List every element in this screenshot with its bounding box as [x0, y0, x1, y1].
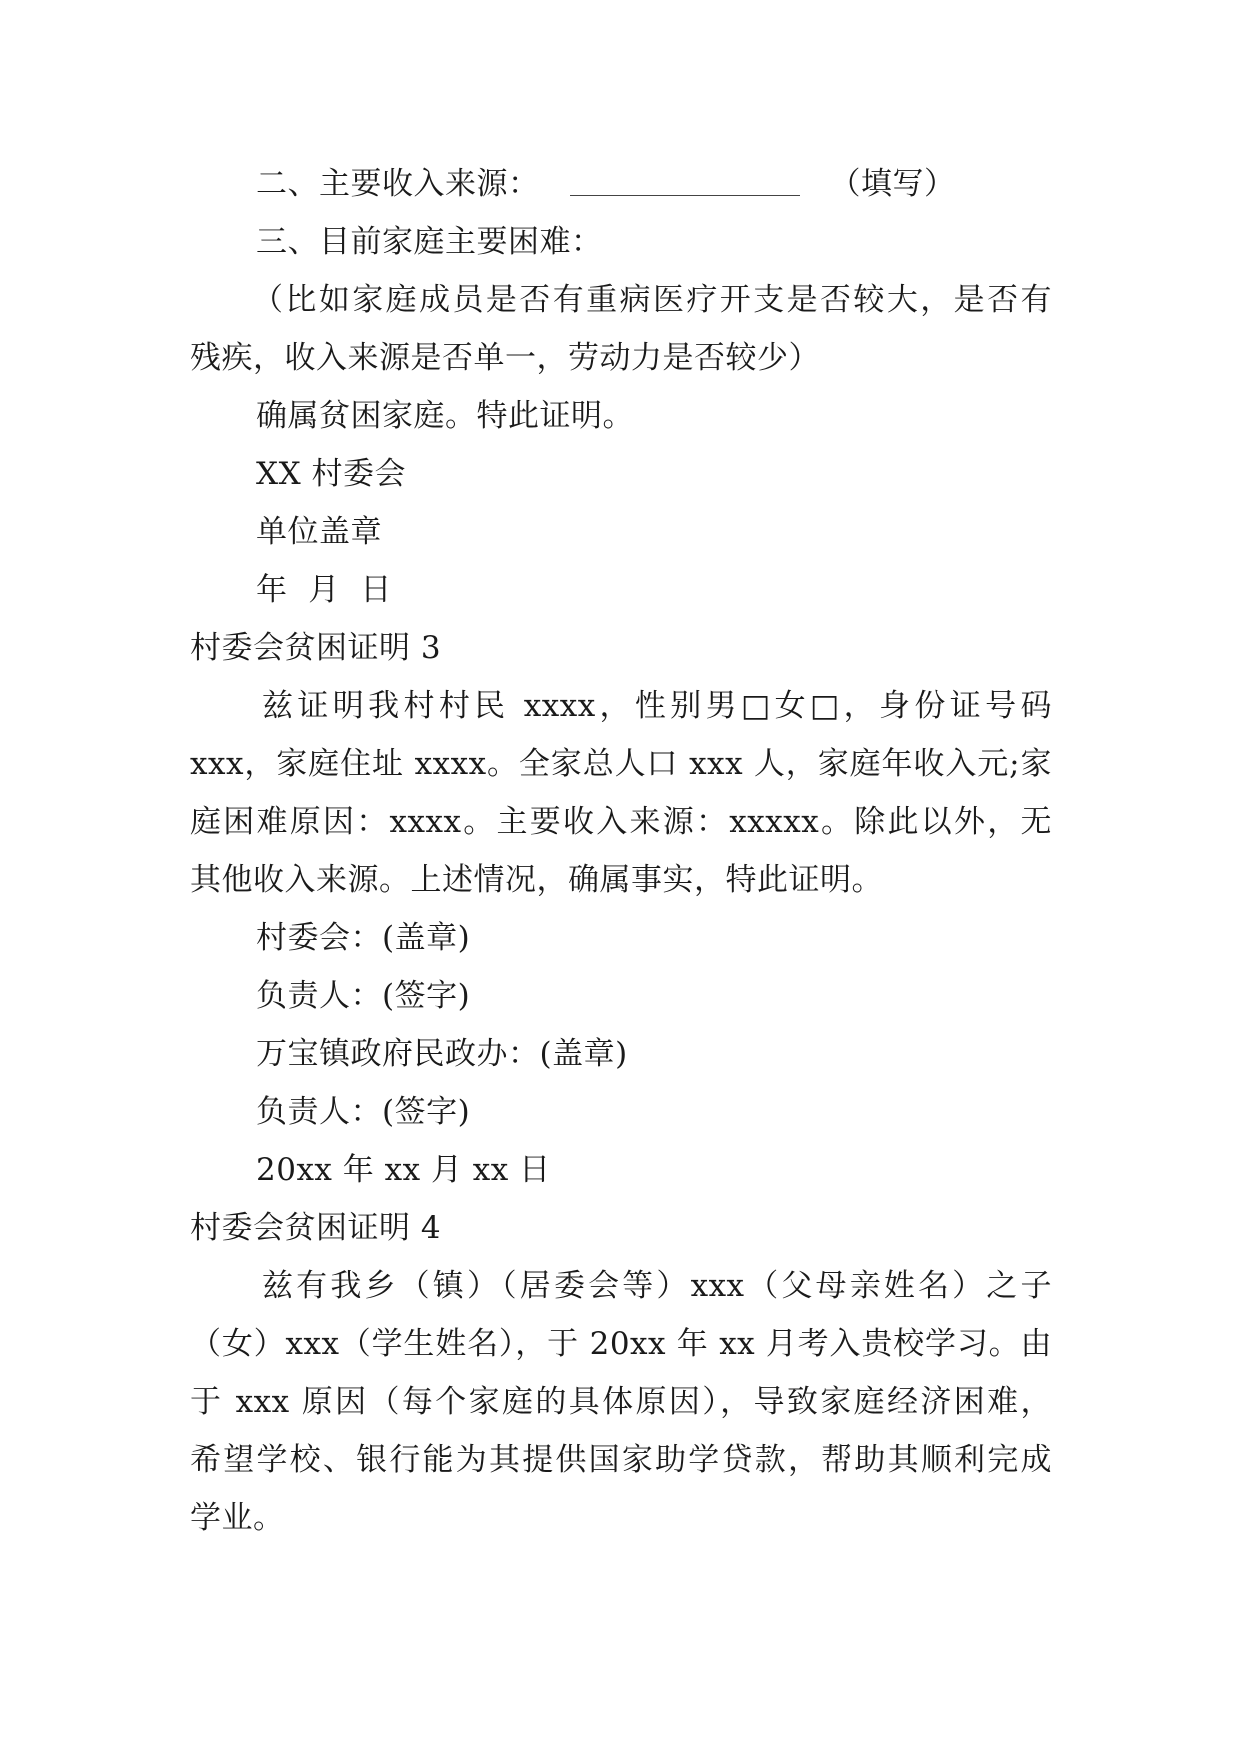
- section-3-title: 村委会贫困证明 3: [190, 630, 442, 666]
- confirm-statement: 确属贫困家庭。特此证明。: [256, 398, 634, 434]
- difficulty-label: 三、目前家庭主要困难：: [256, 224, 603, 260]
- section-4-body-line-4: 希望学校、银行能为其提供国家助学贷款，帮助其顺利完成: [190, 1442, 1052, 1478]
- committee-name: XX 村委会: [256, 456, 406, 492]
- section-4-body-line-5: 学业。: [190, 1500, 285, 1536]
- section-4-body-line-1: 兹有我乡（镇）（居委会等）xxx（父母亲姓名）之子: [262, 1268, 1052, 1304]
- date-line: 年 月 日: [256, 572, 392, 608]
- income-source-blank: [570, 165, 800, 196]
- section-3-date: 20xx 年 xx 月 xx 日: [256, 1152, 551, 1188]
- difficulty-note-line-1: （比如家庭成员是否有重病医疗开支是否较大，是否有: [252, 282, 1052, 318]
- committee-signer-line: 负责人：(签字): [256, 978, 471, 1014]
- income-source-line: [256, 164, 956, 204]
- section-3-body-line-4: 其他收入来源。上述情况，确属事实，特此证明。: [190, 862, 883, 898]
- committee-seal-line: 村委会：(盖章): [256, 920, 471, 956]
- income-source-label: 二、主要收入来源：: [256, 166, 540, 202]
- income-source-hint: （填写）: [829, 166, 956, 202]
- gov-signer-line: 负责人：(签字): [256, 1094, 471, 1130]
- section-4-title: 村委会贫困证明 4: [190, 1210, 442, 1246]
- difficulty-note-line-2: 残疾，收入来源是否单一，劳动力是否较少）: [190, 340, 820, 376]
- section-3-body-line-2: xxx，家庭住址 xxxx。全家总人口 xxx 人，家庭年收入元;家: [190, 746, 1052, 782]
- section-4-body-line-2: （女）xxx（学生姓名），于 20xx 年 xx 月考入贵校学习。由: [190, 1326, 1052, 1362]
- section-4-body-line-3: 于 xxx 原因（每个家庭的具体原因），导致家庭经济困难，: [190, 1384, 1052, 1420]
- section-3-body-line-3: 庭困难原因：xxxx。主要收入来源：xxxxx。除此以外，无: [190, 804, 1052, 840]
- seal-label: 单位盖章: [256, 514, 382, 550]
- section-3-body-line-1: 兹证明我村村民 xxxx，性别男□女□，身份证号码: [262, 688, 1052, 724]
- gov-seal-line: 万宝镇政府民政办：(盖章): [256, 1036, 628, 1072]
